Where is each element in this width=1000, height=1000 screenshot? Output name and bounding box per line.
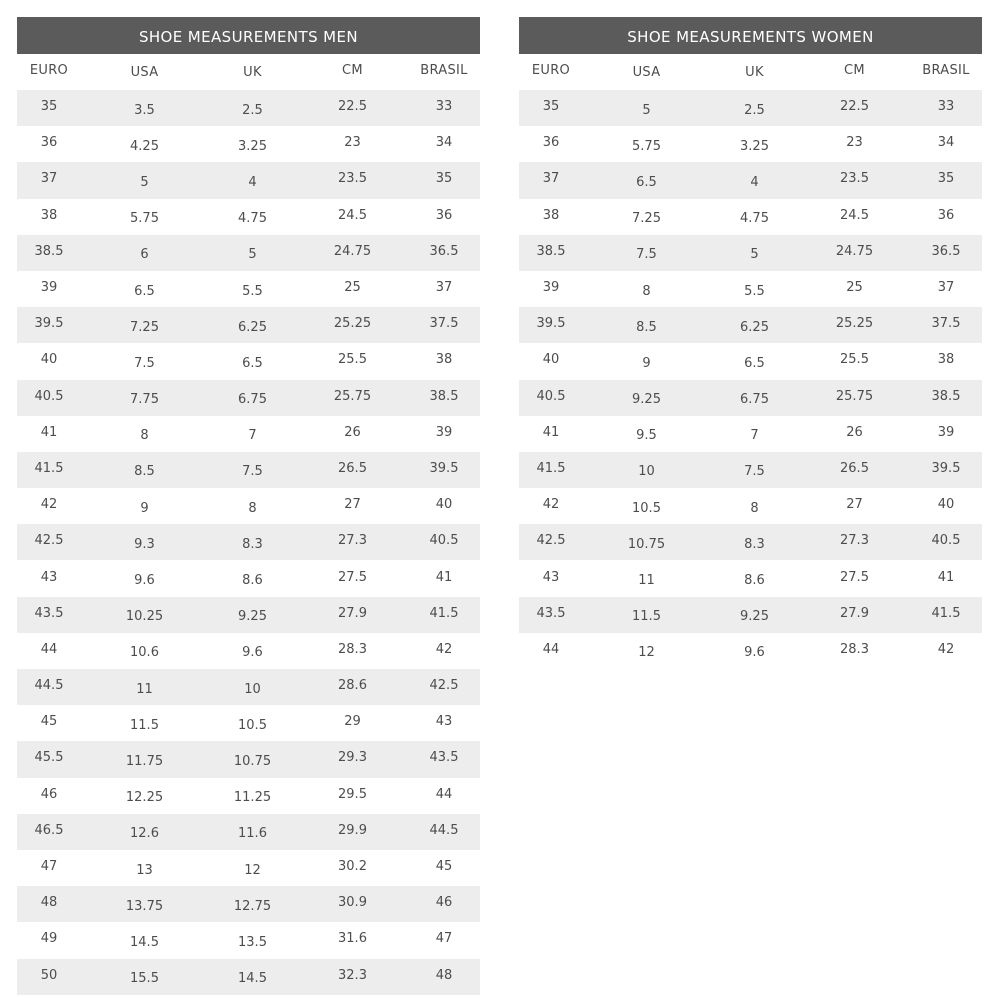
women-table-title: SHOE MEASUREMENTS WOMEN (519, 17, 982, 54)
cell-usa: 6 (140, 247, 149, 263)
cell-uk: 7.5 (242, 464, 263, 480)
cell-brasil: 36 (435, 207, 453, 223)
cell-brasil: 40 (937, 497, 955, 513)
table-row (519, 416, 982, 452)
cell-cm: 29.3 (338, 750, 367, 766)
table-row (17, 307, 480, 343)
cell-brasil: 39.5 (931, 460, 961, 476)
cell-brasil: 33 (435, 99, 453, 115)
cell-uk: 7 (248, 428, 257, 444)
cell-uk: 8.6 (744, 573, 765, 589)
cell-uk: 5 (248, 247, 257, 263)
men-table-body (17, 90, 480, 995)
cell-euro: 39 (40, 280, 58, 296)
cell-cm: 22.5 (840, 99, 869, 115)
cell-cm: 25.75 (835, 388, 874, 404)
cell-cm: 25 (846, 280, 863, 296)
cell-euro: 42 (40, 497, 58, 513)
cell-usa: 5.75 (632, 138, 661, 154)
cell-euro: 36 (542, 135, 560, 151)
cell-usa: 13.75 (125, 898, 164, 914)
cell-cm: 26 (846, 424, 863, 440)
table-row (17, 452, 480, 488)
cell-usa: 10.6 (130, 645, 159, 661)
cell-usa: 11.5 (632, 609, 661, 625)
cell-usa: 8.5 (134, 464, 155, 480)
cell-usa: 6.5 (636, 174, 657, 190)
cell-brasil: 41.5 (931, 605, 961, 621)
cell-usa: 6.5 (134, 283, 155, 299)
cell-uk: 3.25 (238, 138, 267, 154)
cell-brasil: 42 (435, 641, 453, 657)
cell-uk: 7 (750, 428, 759, 444)
cell-cm: 25.5 (840, 352, 869, 368)
cell-euro: 46.5 (34, 822, 64, 838)
cell-brasil: 37 (937, 280, 955, 296)
cell-cm: 28.3 (840, 641, 869, 657)
cell-cm: 24.5 (840, 207, 869, 223)
cell-brasil: 45 (435, 859, 453, 875)
cell-euro: 41 (40, 424, 58, 440)
cell-cm: 25.5 (338, 352, 367, 368)
cell-cm: 29.9 (338, 822, 367, 838)
table-row (17, 597, 480, 633)
table-row (17, 922, 480, 958)
cell-brasil: 44.5 (429, 822, 459, 838)
cell-uk: 12 (244, 862, 261, 878)
cell-cm: 23.5 (338, 171, 367, 187)
cell-uk: 6.25 (238, 319, 267, 335)
cell-uk: 11.6 (238, 826, 267, 842)
cell-usa: 9.6 (134, 573, 155, 589)
column-header-uk: UK (243, 64, 262, 80)
cell-euro: 38.5 (536, 243, 566, 259)
cell-euro: 40.5 (536, 388, 566, 404)
cell-uk: 4.75 (740, 211, 769, 227)
cell-euro: 40.5 (34, 388, 64, 404)
table-row (17, 814, 480, 850)
table-row (519, 633, 982, 669)
cell-uk: 8.6 (242, 573, 263, 589)
table-row (17, 162, 480, 198)
cell-euro: 43.5 (34, 605, 64, 621)
cell-euro: 40 (40, 352, 58, 368)
cell-euro: 43 (40, 569, 58, 585)
table-row (17, 416, 480, 452)
cell-usa: 7.75 (130, 392, 159, 408)
cell-brasil: 36.5 (429, 243, 459, 259)
cell-cm: 30.2 (338, 859, 367, 875)
cell-brasil: 42 (937, 641, 955, 657)
column-header-euro: EURO (29, 63, 69, 78)
cell-usa: 9 (642, 355, 651, 371)
cell-usa: 7.5 (134, 355, 155, 371)
cell-cm: 27.9 (840, 605, 869, 621)
cell-euro: 49 (40, 931, 58, 947)
cell-euro: 44.5 (34, 678, 64, 694)
cell-euro: 43.5 (536, 605, 566, 621)
cell-brasil: 40.5 (429, 533, 459, 549)
cell-cm: 27.9 (338, 605, 367, 621)
cell-usa: 12 (638, 645, 655, 661)
column-header-euro: EURO (531, 63, 571, 78)
cell-cm: 23 (344, 135, 361, 151)
column-header-uk: UK (745, 64, 764, 80)
cell-cm: 27.5 (840, 569, 869, 585)
cell-usa: 5.75 (130, 211, 159, 227)
cell-uk: 10 (244, 681, 261, 697)
cell-brasil: 39.5 (429, 460, 459, 476)
table-row (17, 959, 480, 995)
table-row (17, 886, 480, 922)
cell-brasil: 43.5 (429, 750, 459, 766)
table-row (519, 199, 982, 235)
table-row (519, 597, 982, 633)
cell-brasil: 40 (435, 497, 453, 513)
cell-cm: 22.5 (338, 99, 367, 115)
cell-brasil: 37.5 (931, 316, 961, 332)
cell-brasil: 37 (435, 280, 453, 296)
cell-uk: 6.25 (740, 319, 769, 335)
column-header-cm: CM (844, 63, 865, 78)
cell-usa: 12.25 (125, 790, 164, 806)
table-row (519, 90, 982, 126)
cell-usa: 10.75 (627, 536, 666, 552)
table-row (17, 199, 480, 235)
cell-cm: 29 (344, 714, 361, 730)
women-table-header-row (519, 54, 982, 90)
cell-uk: 6.5 (242, 355, 263, 371)
cell-usa: 7.5 (636, 247, 657, 263)
table-row (519, 452, 982, 488)
cell-brasil: 41 (435, 569, 453, 585)
cell-cm: 25.25 (333, 316, 372, 332)
cell-cm: 28.3 (338, 641, 367, 657)
men-table-title: SHOE MEASUREMENTS MEN (17, 17, 480, 54)
table-row (17, 343, 480, 379)
cell-usa: 9.5 (636, 428, 657, 444)
cell-euro: 45 (40, 714, 58, 730)
women-size-table (519, 17, 982, 669)
cell-euro: 44 (40, 641, 58, 657)
cell-cm: 26.5 (338, 460, 367, 476)
cell-usa: 10 (638, 464, 655, 480)
cell-cm: 24.5 (338, 207, 367, 223)
table-row (519, 126, 982, 162)
cell-brasil: 41 (937, 569, 955, 585)
cell-usa: 5 (140, 174, 149, 190)
cell-uk: 8.3 (744, 536, 765, 552)
cell-uk: 5 (750, 247, 759, 263)
table-row (17, 90, 480, 126)
cell-euro: 39.5 (536, 316, 566, 332)
cell-uk: 12.75 (233, 898, 272, 914)
cell-uk: 9.6 (744, 645, 765, 661)
cell-uk: 6.75 (740, 392, 769, 408)
table-row (17, 705, 480, 741)
cell-brasil: 33 (937, 99, 955, 115)
table-row (519, 380, 982, 416)
cell-brasil: 36.5 (931, 243, 961, 259)
table-row (17, 488, 480, 524)
cell-euro: 42 (542, 497, 560, 513)
column-header-brasil: BRASIL (420, 63, 468, 78)
cell-usa: 10.25 (125, 609, 164, 625)
cell-cm: 23.5 (840, 171, 869, 187)
cell-uk: 4 (750, 174, 759, 190)
cell-brasil: 39 (435, 424, 453, 440)
cell-euro: 37 (542, 171, 560, 187)
cell-brasil: 39 (937, 424, 955, 440)
cell-brasil: 36 (937, 207, 955, 223)
cell-uk: 6.5 (744, 355, 765, 371)
table-row (519, 307, 982, 343)
cell-usa: 7.25 (130, 319, 159, 335)
cell-euro: 35 (40, 99, 58, 115)
cell-uk: 4 (248, 174, 257, 190)
cell-cm: 27 (344, 497, 361, 513)
cell-usa: 11.5 (130, 717, 159, 733)
cell-euro: 41.5 (34, 460, 64, 476)
cell-brasil: 47 (435, 931, 453, 947)
cell-euro: 38 (40, 207, 58, 223)
cell-usa: 8 (642, 283, 651, 299)
table-row (519, 162, 982, 198)
cell-uk: 6.75 (238, 392, 267, 408)
cell-euro: 42.5 (34, 533, 64, 549)
cell-euro: 42.5 (536, 533, 566, 549)
table-row (519, 235, 982, 271)
cell-cm: 27 (846, 497, 863, 513)
cell-euro: 39 (542, 280, 560, 296)
cell-euro: 36 (40, 135, 58, 151)
cell-usa: 10.5 (632, 500, 661, 516)
cell-cm: 26 (344, 424, 361, 440)
cell-uk: 3.25 (740, 138, 769, 154)
cell-cm: 25.25 (835, 316, 874, 332)
men-table-header-row (17, 54, 480, 90)
cell-euro: 47 (40, 859, 58, 875)
table-row (17, 778, 480, 814)
table-row (17, 235, 480, 271)
table-row (17, 850, 480, 886)
cell-brasil: 38.5 (429, 388, 459, 404)
cell-uk: 5.5 (242, 283, 263, 299)
column-header-brasil: BRASIL (922, 63, 970, 78)
table-row (17, 633, 480, 669)
cell-euro: 35 (542, 99, 560, 115)
cell-brasil: 42.5 (429, 678, 459, 694)
cell-brasil: 46 (435, 895, 453, 911)
cell-euro: 46 (40, 786, 58, 802)
cell-euro: 38 (542, 207, 560, 223)
cell-brasil: 38 (937, 352, 955, 368)
table-row (17, 271, 480, 307)
cell-usa: 11 (136, 681, 153, 697)
cell-uk: 14.5 (238, 971, 267, 987)
cell-uk: 10.5 (238, 717, 267, 733)
cell-uk: 9.25 (740, 609, 769, 625)
cell-cm: 24.75 (333, 243, 372, 259)
table-row (17, 126, 480, 162)
cell-usa: 11.75 (125, 753, 164, 769)
cell-brasil: 34 (435, 135, 453, 151)
table-row (17, 380, 480, 416)
cell-uk: 2.5 (744, 102, 765, 118)
cell-usa: 3.5 (134, 102, 155, 118)
cell-usa: 5 (642, 102, 651, 118)
cell-usa: 14.5 (130, 934, 159, 950)
cell-euro: 44 (542, 641, 560, 657)
cell-euro: 45.5 (34, 750, 64, 766)
cell-usa: 9.25 (632, 392, 661, 408)
table-row (17, 669, 480, 705)
cell-uk: 9.6 (242, 645, 263, 661)
cell-brasil: 38 (435, 352, 453, 368)
men-size-table (17, 17, 480, 995)
cell-cm: 31.6 (338, 931, 367, 947)
cell-brasil: 41.5 (429, 605, 459, 621)
cell-euro: 43 (542, 569, 560, 585)
cell-usa: 8.5 (636, 319, 657, 335)
cell-uk: 8 (750, 500, 759, 516)
cell-cm: 27.3 (840, 533, 869, 549)
cell-euro: 38.5 (34, 243, 64, 259)
cell-uk: 10.75 (233, 753, 272, 769)
table-row (17, 741, 480, 777)
cell-brasil: 48 (435, 967, 453, 983)
column-header-usa: USA (632, 64, 661, 80)
cell-usa: 15.5 (130, 971, 159, 987)
table-row (519, 524, 982, 560)
cell-usa: 9.3 (134, 536, 155, 552)
cell-uk: 11.25 (233, 790, 272, 806)
cell-euro: 37 (40, 171, 58, 187)
table-row (519, 488, 982, 524)
cell-usa: 13 (136, 862, 153, 878)
table-row (519, 271, 982, 307)
cell-cm: 23 (846, 135, 863, 151)
cell-usa: 11 (638, 573, 655, 589)
cell-usa: 12.6 (130, 826, 159, 842)
table-row (519, 343, 982, 379)
cell-cm: 25.75 (333, 388, 372, 404)
cell-uk: 4.75 (238, 211, 267, 227)
table-row (17, 560, 480, 596)
cell-brasil: 40.5 (931, 533, 961, 549)
cell-usa: 8 (140, 428, 149, 444)
cell-cm: 30.9 (338, 895, 367, 911)
cell-cm: 27.3 (338, 533, 367, 549)
cell-brasil: 35 (937, 171, 955, 187)
cell-usa: 9 (140, 500, 149, 516)
table-row (519, 560, 982, 596)
cell-cm: 26.5 (840, 460, 869, 476)
column-header-cm: CM (342, 63, 363, 78)
cell-uk: 8.3 (242, 536, 263, 552)
column-header-usa: USA (130, 64, 159, 80)
cell-brasil: 34 (937, 135, 955, 151)
cell-brasil: 43 (435, 714, 453, 730)
cell-brasil: 44 (435, 786, 453, 802)
cell-cm: 27.5 (338, 569, 367, 585)
cell-euro: 41.5 (536, 460, 566, 476)
cell-uk: 2.5 (242, 102, 263, 118)
cell-cm: 28.6 (338, 678, 367, 694)
cell-cm: 24.75 (835, 243, 874, 259)
cell-uk: 7.5 (744, 464, 765, 480)
cell-uk: 9.25 (238, 609, 267, 625)
cell-usa: 4.25 (130, 138, 159, 154)
table-row (17, 524, 480, 560)
cell-uk: 5.5 (744, 283, 765, 299)
cell-brasil: 38.5 (931, 388, 961, 404)
women-table-body (519, 90, 982, 669)
cell-cm: 25 (344, 280, 361, 296)
cell-brasil: 35 (435, 171, 453, 187)
cell-cm: 29.5 (338, 786, 367, 802)
cell-uk: 13.5 (238, 934, 267, 950)
cell-euro: 48 (40, 895, 58, 911)
cell-brasil: 37.5 (429, 316, 459, 332)
cell-euro: 40 (542, 352, 560, 368)
cell-euro: 41 (542, 424, 560, 440)
cell-uk: 8 (248, 500, 257, 516)
cell-cm: 32.3 (338, 967, 367, 983)
cell-euro: 39.5 (34, 316, 64, 332)
cell-euro: 50 (40, 967, 58, 983)
cell-usa: 7.25 (632, 211, 661, 227)
